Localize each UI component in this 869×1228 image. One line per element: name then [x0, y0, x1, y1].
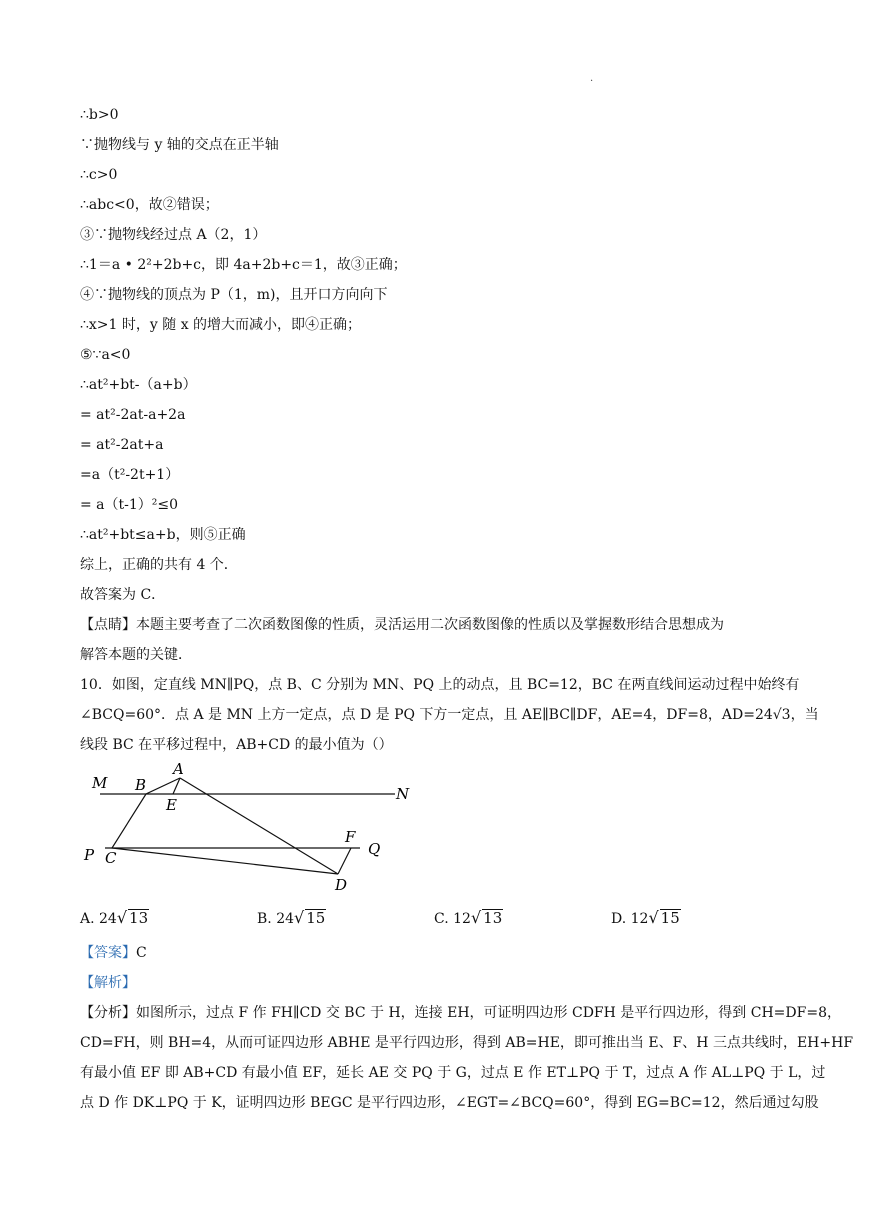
option-radicand: 15 [306, 909, 326, 927]
answer-value: C [136, 945, 147, 961]
label-f: F [345, 828, 356, 846]
text-line: ∴1＝a • 2²+2b+c，即 4a+2b+c＝1，故③正确； [80, 257, 407, 273]
option-coef: 12 [453, 911, 471, 927]
text-line: ⑤∵a<0 [80, 347, 131, 363]
sqrt-symbol: √ [116, 908, 128, 927]
analysis-line: CD=FH，则 BH=4，从而可证四边形 ABHE 是平行四边形，得到 AB=HE，即可推出当 E、F、H 三点共线时，EH+HF [80, 1035, 854, 1051]
sqrt-symbol: √ [648, 908, 659, 927]
label-q: Q [368, 840, 381, 858]
text-line: ∴at²+bt≤a+b，则⑤正确 [80, 527, 246, 543]
answer-tag: 【答案】 [80, 945, 136, 961]
text-line: 【点睛】本题主要考查了二次函数图像的性质，灵活运用二次函数图像的性质以及掌握数形结合思想成为 [80, 617, 724, 633]
option-coef: 24 [99, 911, 117, 927]
option-coef: 12 [630, 911, 649, 927]
answer-line [80, 944, 147, 962]
label-e: E [166, 796, 177, 814]
option-letter: D. [611, 911, 627, 927]
geometry-figure [80, 760, 420, 904]
option-b[interactable] [257, 908, 326, 927]
option-a[interactable] [80, 908, 149, 927]
analysis-line: 有最小值 EF 即 AB+CD 有最小值 EF，延长 AE 交 PQ 于 G，过点 E 作 ET⊥PQ 于 T，过点 A 作 AL⊥PQ 于 L，过 [80, 1065, 826, 1081]
text-line: =a（t²-2t+1） [80, 467, 180, 483]
segment-df [338, 848, 351, 874]
label-a: A [173, 760, 184, 778]
label-m: M [92, 774, 108, 792]
text-line: = at²-2at+a [80, 437, 164, 453]
question-text: ∠BCQ=60°．点 A 是 MN 上方一定点，点 D 是 PQ 下方一定点，且 AE∥BC∥DF，AE=4，DF=8，AD=24√3，当 [80, 707, 819, 723]
text-line: ③∵抛物线经过点 A（2，1） [80, 227, 267, 243]
question-text: 10．如图，定直线 MN∥PQ，点 B、C 分别为 MN、PQ 上的动点，且 BC=12，BC 在两直线间运动过程中始终有 [80, 677, 800, 693]
geometry-diagram [80, 760, 420, 900]
analysis-tag: 【解析】 [80, 975, 136, 991]
text-line: 故答案为 C． [80, 587, 166, 603]
text-line: ∴abc<0，故②错误； [80, 197, 219, 213]
option-d[interactable] [611, 908, 681, 927]
label-p: P [84, 846, 95, 864]
option-coef: 24 [276, 911, 295, 927]
text-line: ∴x>1 时，y 随 x 的增大而减小，即④正确； [80, 317, 362, 333]
question-text: 线段 BC 在平移过程中，AB+CD 的最小值为（） [80, 737, 393, 753]
text-line: ∵抛物线与 y 轴的交点在正半轴 [80, 137, 279, 153]
page-marker: . [590, 73, 594, 84]
text-line: ∴c>0 [80, 167, 118, 183]
option-radicand: 13 [483, 909, 503, 927]
option-letter: C. [434, 911, 449, 927]
text-line: = at²-2at-a+2a [80, 407, 186, 423]
text-line: 解答本题的关键． [80, 647, 192, 663]
option-letter: B. [257, 911, 272, 927]
option-c[interactable] [434, 908, 503, 927]
label-b: B [135, 776, 147, 794]
option-radicand: 15 [660, 909, 680, 927]
label-c: C [105, 849, 117, 867]
label-n: N [396, 785, 410, 803]
sqrt-symbol: √ [470, 908, 482, 927]
text-line: ∴at²+bt-（a+b） [80, 377, 197, 393]
text-line: 综上，正确的共有 4 个． [80, 557, 238, 573]
analysis-line: 【分析】如图所示，过点 F 作 FH∥CD 交 BC 于 H，连接 EH，可证明四边形 CDFH 是平行四边形，得到 CH=DF=8， [80, 1005, 841, 1021]
text-line: = a（t-1）²≤0 [80, 497, 179, 513]
option-radicand: 13 [129, 909, 149, 927]
analysis-line: 点 D 作 DK⊥PQ 于 K，证明四边形 BEGC 是平行四边形，∠EGT=∠BCQ=60°，得到 EG=BC=12，然后通过勾股 [80, 1095, 819, 1111]
text-line: ∴b>0 [80, 107, 119, 123]
sqrt-symbol: √ [294, 908, 305, 927]
text-line: ④∵抛物线的顶点为 P（1，m)，且开口方向向下 [80, 287, 388, 303]
label-d: D [335, 876, 348, 894]
option-letter: A. [80, 911, 95, 927]
